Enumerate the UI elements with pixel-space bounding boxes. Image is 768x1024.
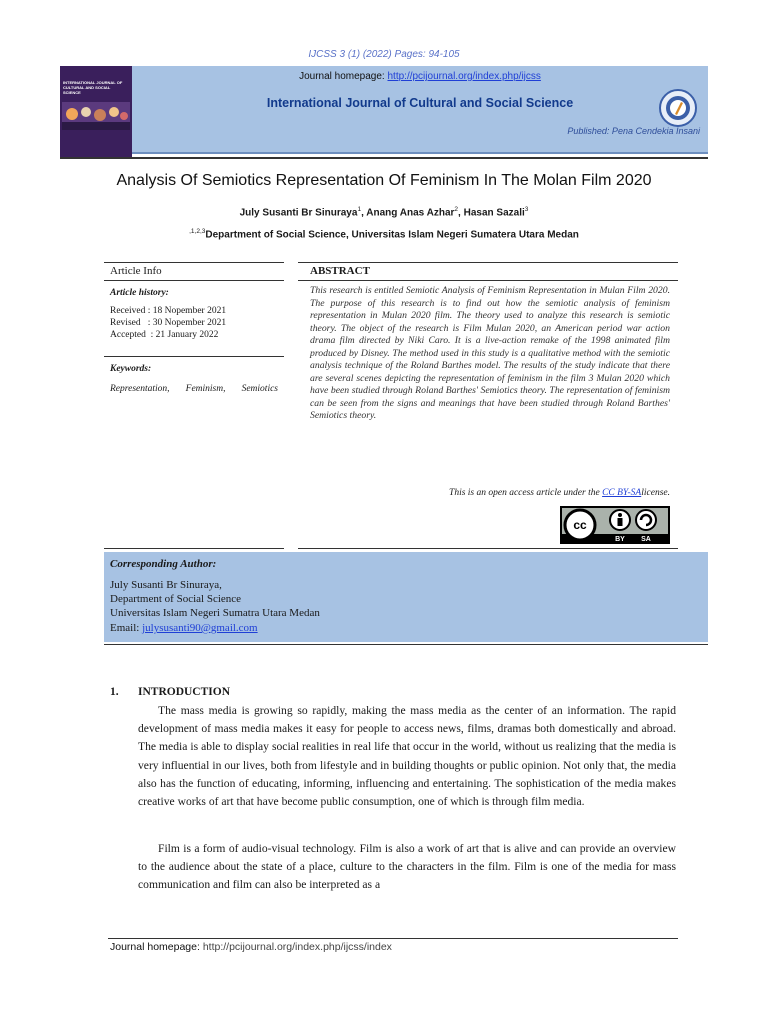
badge-by-text: BY [615, 536, 625, 543]
publisher-name: Published: Pena Cendekia Insani [567, 126, 700, 136]
author-affiliation [0, 228, 768, 240]
journal-name: International Journal of Cultural and Social Science [266, 96, 574, 110]
journal-homepage-line [132, 71, 708, 82]
cover-illustration [62, 102, 130, 130]
author-marker: 1 [357, 206, 362, 213]
badge-sa-text: SA [641, 536, 651, 543]
article-info-bottom-rule [104, 548, 284, 549]
footer-label: Journal homepage: [110, 941, 203, 953]
paper-title: Analysis Of Semiotics Representation Of Feminism In The Molan Film 2020 [116, 172, 652, 189]
section-number: 1. [110, 686, 119, 698]
publisher-logo-icon [658, 88, 698, 128]
corresponding-bottom-rule [104, 644, 708, 645]
corresponding-author-label: Corresponding Author: [110, 558, 217, 570]
abstract-top-rule [298, 262, 678, 263]
abstract-text: This research is entitled Semiotic Analysis of Feminism Representation in Mulan Film 2020. The purpose of this research is to find out how the semiotic analysis of feminism representation in Mulan 2020 film. The theory used to analyze this research is semiotic theory. The object of the research is Film Mulan 2020, an American period war action drama film directed by Niki Caro. It is a live-action remake of the 1998 animated film produced by Disney. The method used in this study is a qualitative method with the semiotic analysis technique of the Roland Barthes model. The results of the study indicate that there are several scenes depicting the representation of feminism in the film 3 Mulan 2020 which have been studied through Roland Barthes' Semiotics theory. The representation of feminism can be seen from the signs and meanings that have been studied through Roland Barthes' Semiotics theory. [310, 285, 670, 421]
corresponding-author-box [104, 552, 708, 642]
author-marker: 2 [454, 206, 459, 213]
article-info-top-rule [104, 262, 284, 263]
author-marker: 3 [524, 206, 529, 213]
author-name: Hasan Sazali [463, 207, 525, 219]
article-history-label: Article history: [110, 288, 169, 298]
introduction-paragraph: Film is a form of audio-visual technology. Film is also a work of art that is alive and can provide an overview to the audience about the state of a place, culture to the characters in the film. Film is one of the media for mass communication and film can also be interpreted as a [138, 842, 676, 892]
license-notice [310, 488, 670, 498]
revised-date: Revised : 30 Nopember 2021 [110, 318, 227, 328]
article-info-head-rule [104, 280, 284, 281]
footer-url[interactable]: http://pcijournal.org/index.php/ijcss/index [202, 941, 392, 953]
affiliation-text: Department of Social Science, Universitas Islam Negeri Sumatera Utara Medan [205, 229, 579, 241]
keywords-label: Keywords: [110, 364, 152, 374]
page-footer [110, 941, 392, 953]
homepage-link[interactable]: http://pcijournal.org/index.php/ijcss [387, 71, 541, 82]
introduction-paragraph: The mass media is growing so rapidly, making the mass media as the center of an information. The rapid development of mass media makes it easy for people to access news, films, dramas both domestically and abroad. The media is able to display social realities in real life that occur in the world, without us realizing that the media is very influential in our lives, both from lifestyle and in building thoughts or public opinion. Not only that, the media also has the function of educating, informing, influencing and entertaining. The sophistication of the media makes creative works of art that have become public consumption, one of which is through film media. [138, 704, 676, 809]
keywords-text: Representation, Feminism, Semiotics [110, 384, 278, 394]
corresponding-author-university: Universitas Islam Negeri Sumatra Utara Medan [110, 607, 320, 619]
abstract-heading: ABSTRACT [310, 265, 370, 277]
license-prefix: This is an open access article under the [449, 488, 603, 498]
badge-cc-text: cc [573, 518, 587, 532]
email-link[interactable]: julysusanti90@gmail.com [142, 622, 258, 634]
author-name: July Susanti Br Sinuraya [239, 207, 358, 219]
abstract-bottom-rule [298, 548, 678, 549]
affiliation-marker: ,1,2,3 [189, 228, 206, 235]
author-list: July Susanti Br Sinuraya$^1$, Anang Anas Azhar$^2$, Hasan Sazali$^3$ [239, 206, 529, 219]
license-link[interactable]: CC BY-SA [602, 488, 642, 498]
accepted-date: Accepted : 21 January 2022 [110, 330, 219, 340]
section-heading: INTRODUCTION [138, 686, 231, 698]
journal-cover-image [60, 66, 132, 158]
article-info-heading: Article Info [110, 265, 162, 277]
journal-header-band [132, 66, 708, 154]
cover-title: INTERNATIONAL JOURNAL OF CULTURAL AND SOCIAL SCIENCE [63, 80, 123, 95]
homepage-label: Journal homepage: [299, 71, 388, 82]
journal-citation: IJCSS 3 (1) (2022) Pages: 94-105 [308, 49, 460, 60]
header-divider [60, 157, 708, 159]
corresponding-author-email-line [110, 622, 258, 634]
keywords-divider [104, 356, 284, 357]
corresponding-author-name: July Susanti Br Sinuraya, [110, 579, 222, 591]
author-name: Anang Anas Azhar [366, 207, 455, 219]
received-date: Received : 18 Nopember 2021 [110, 306, 227, 316]
footer-divider [108, 938, 678, 939]
abstract-head-rule [298, 280, 678, 281]
corresponding-author-department: Department of Social Science [110, 593, 242, 605]
license-suffix: license. [641, 488, 670, 498]
email-label: Email: [110, 622, 143, 634]
cc-by-sa-badge-icon[interactable] [560, 506, 670, 544]
